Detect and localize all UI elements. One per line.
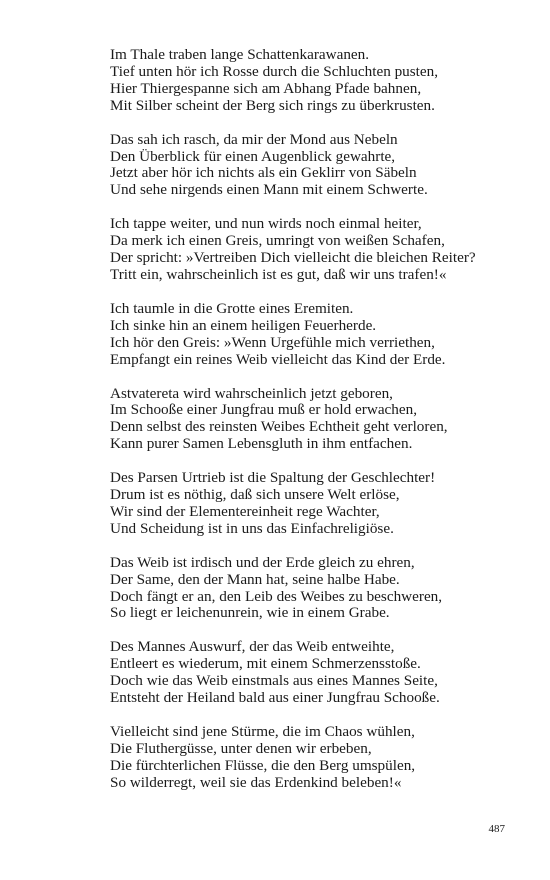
- poem-line: Die Fluthergüsse, unter denen wir erbeben,: [110, 739, 372, 757]
- poem-line: Im Schooße einer Jungfrau muß er hold erwachen,: [110, 401, 418, 419]
- poem-line: Das sah ich rasch, da mir der Mond aus Nebeln: [110, 130, 398, 148]
- poem-line: Vielleicht sind jene Stürme, die im Chaos wühlen,: [110, 723, 415, 740]
- stanza: [110, 132, 510, 200]
- stanza: [110, 216, 510, 284]
- page-number: 487: [488, 823, 505, 835]
- poem-line: Hier Thiergespanne sich am Abhang Pfade bahnen,: [110, 79, 422, 97]
- poem-line: Der Same, den der Mann hat, seine halbe Habe.: [110, 570, 400, 588]
- stanza: [110, 555, 510, 623]
- poem-line: Des Parsen Urtrieb ist die Spaltung der Geschlechter!: [110, 469, 436, 487]
- poem-line: Mit Silber scheint der Berg sich rings zu überkrusten.: [110, 96, 435, 114]
- poem-line: So liegt er leichenunrein, wie in einem Grabe.: [110, 604, 390, 622]
- poem-line: Ich taumle in die Grotte eines Eremiten.: [110, 299, 354, 317]
- poem-line: Jetzt aber hör ich nichts als ein Geklirr von Säbeln: [110, 164, 417, 182]
- poem-line: Tritt ein, wahrscheinlich ist es gut, daß wir uns trafen!«: [110, 265, 447, 283]
- poem-line: Der spricht: »Vertreiben Dich vielleicht die bleichen Reiter?: [110, 249, 476, 267]
- poem-line: Im Thale traben lange Schattenkarawanen.: [110, 46, 370, 63]
- poem-line: Denn selbst des reinsten Weibes Echtheit geht verloren,: [110, 418, 448, 436]
- poem-line: Doch fängt er an, den Leib des Weibes zu beschweren,: [110, 587, 443, 605]
- poem-line: Das Weib ist irdisch und der Erde gleich zu ehren,: [110, 553, 415, 571]
- poem-line: Des Mannes Auswurf, der das Weib entweihte,: [110, 638, 395, 656]
- poem-line: Doch wie das Weib einstmals aus eines Mannes Seite,: [110, 672, 438, 690]
- poem-line: Wir sind der Elementereinheit rege Wachter,: [110, 502, 380, 520]
- poem-line: Ich hör den Greis: »Wenn Urgefühle mich verriethen,: [110, 333, 435, 351]
- stanza: [110, 470, 510, 538]
- poem-line: Ich sinke hin an einem heiligen Feuerherde.: [110, 316, 377, 334]
- stanza: [110, 724, 510, 792]
- poem-line: Und Scheidung ist in uns das Einfachreligiöse.: [110, 519, 394, 537]
- poem-line: Tief unten hör ich Rosse durch die Schluchten pusten,: [110, 62, 439, 80]
- poem-line: Ich tappe weiter, und nun wirds noch einmal heiter,: [110, 215, 422, 233]
- poem-line: Drum ist es nöthig, daß sich unsere Welt erlöse,: [110, 486, 400, 504]
- poem-line: Entleert es wiederum, mit einem Schmerzensstoße.: [110, 655, 421, 673]
- stanza: [110, 301, 510, 369]
- stanza: [110, 386, 510, 454]
- poem-line: Die fürchterlichen Flüsse, die den Berg umspülen,: [110, 756, 416, 774]
- poem-line: Und sehe nirgends einen Mann mit einem Schwerte.: [110, 181, 428, 199]
- poem-line: Empfangt ein reines Weib vielleicht das Kind der Erde.: [110, 350, 446, 368]
- poem-line: Da merk ich einen Greis, umringt von weißen Schafen,: [110, 232, 445, 250]
- poem-line: Astvatereta wird wahrscheinlich jetzt geboren,: [110, 384, 393, 402]
- poem-body: [110, 47, 510, 809]
- poem-line: Den Überblick für einen Augenblick gewahrte,: [110, 147, 396, 165]
- stanza: [110, 639, 510, 707]
- poem-line: Kann purer Samen Lebensgluth in ihm entfachen.: [110, 435, 413, 453]
- poem-line: So wilderregt, weil sie das Erdenkind beleben!«: [110, 773, 402, 791]
- stanza: [110, 47, 510, 115]
- poem-line: Entsteht der Heiland bald aus einer Jungfrau Schooße.: [110, 689, 440, 707]
